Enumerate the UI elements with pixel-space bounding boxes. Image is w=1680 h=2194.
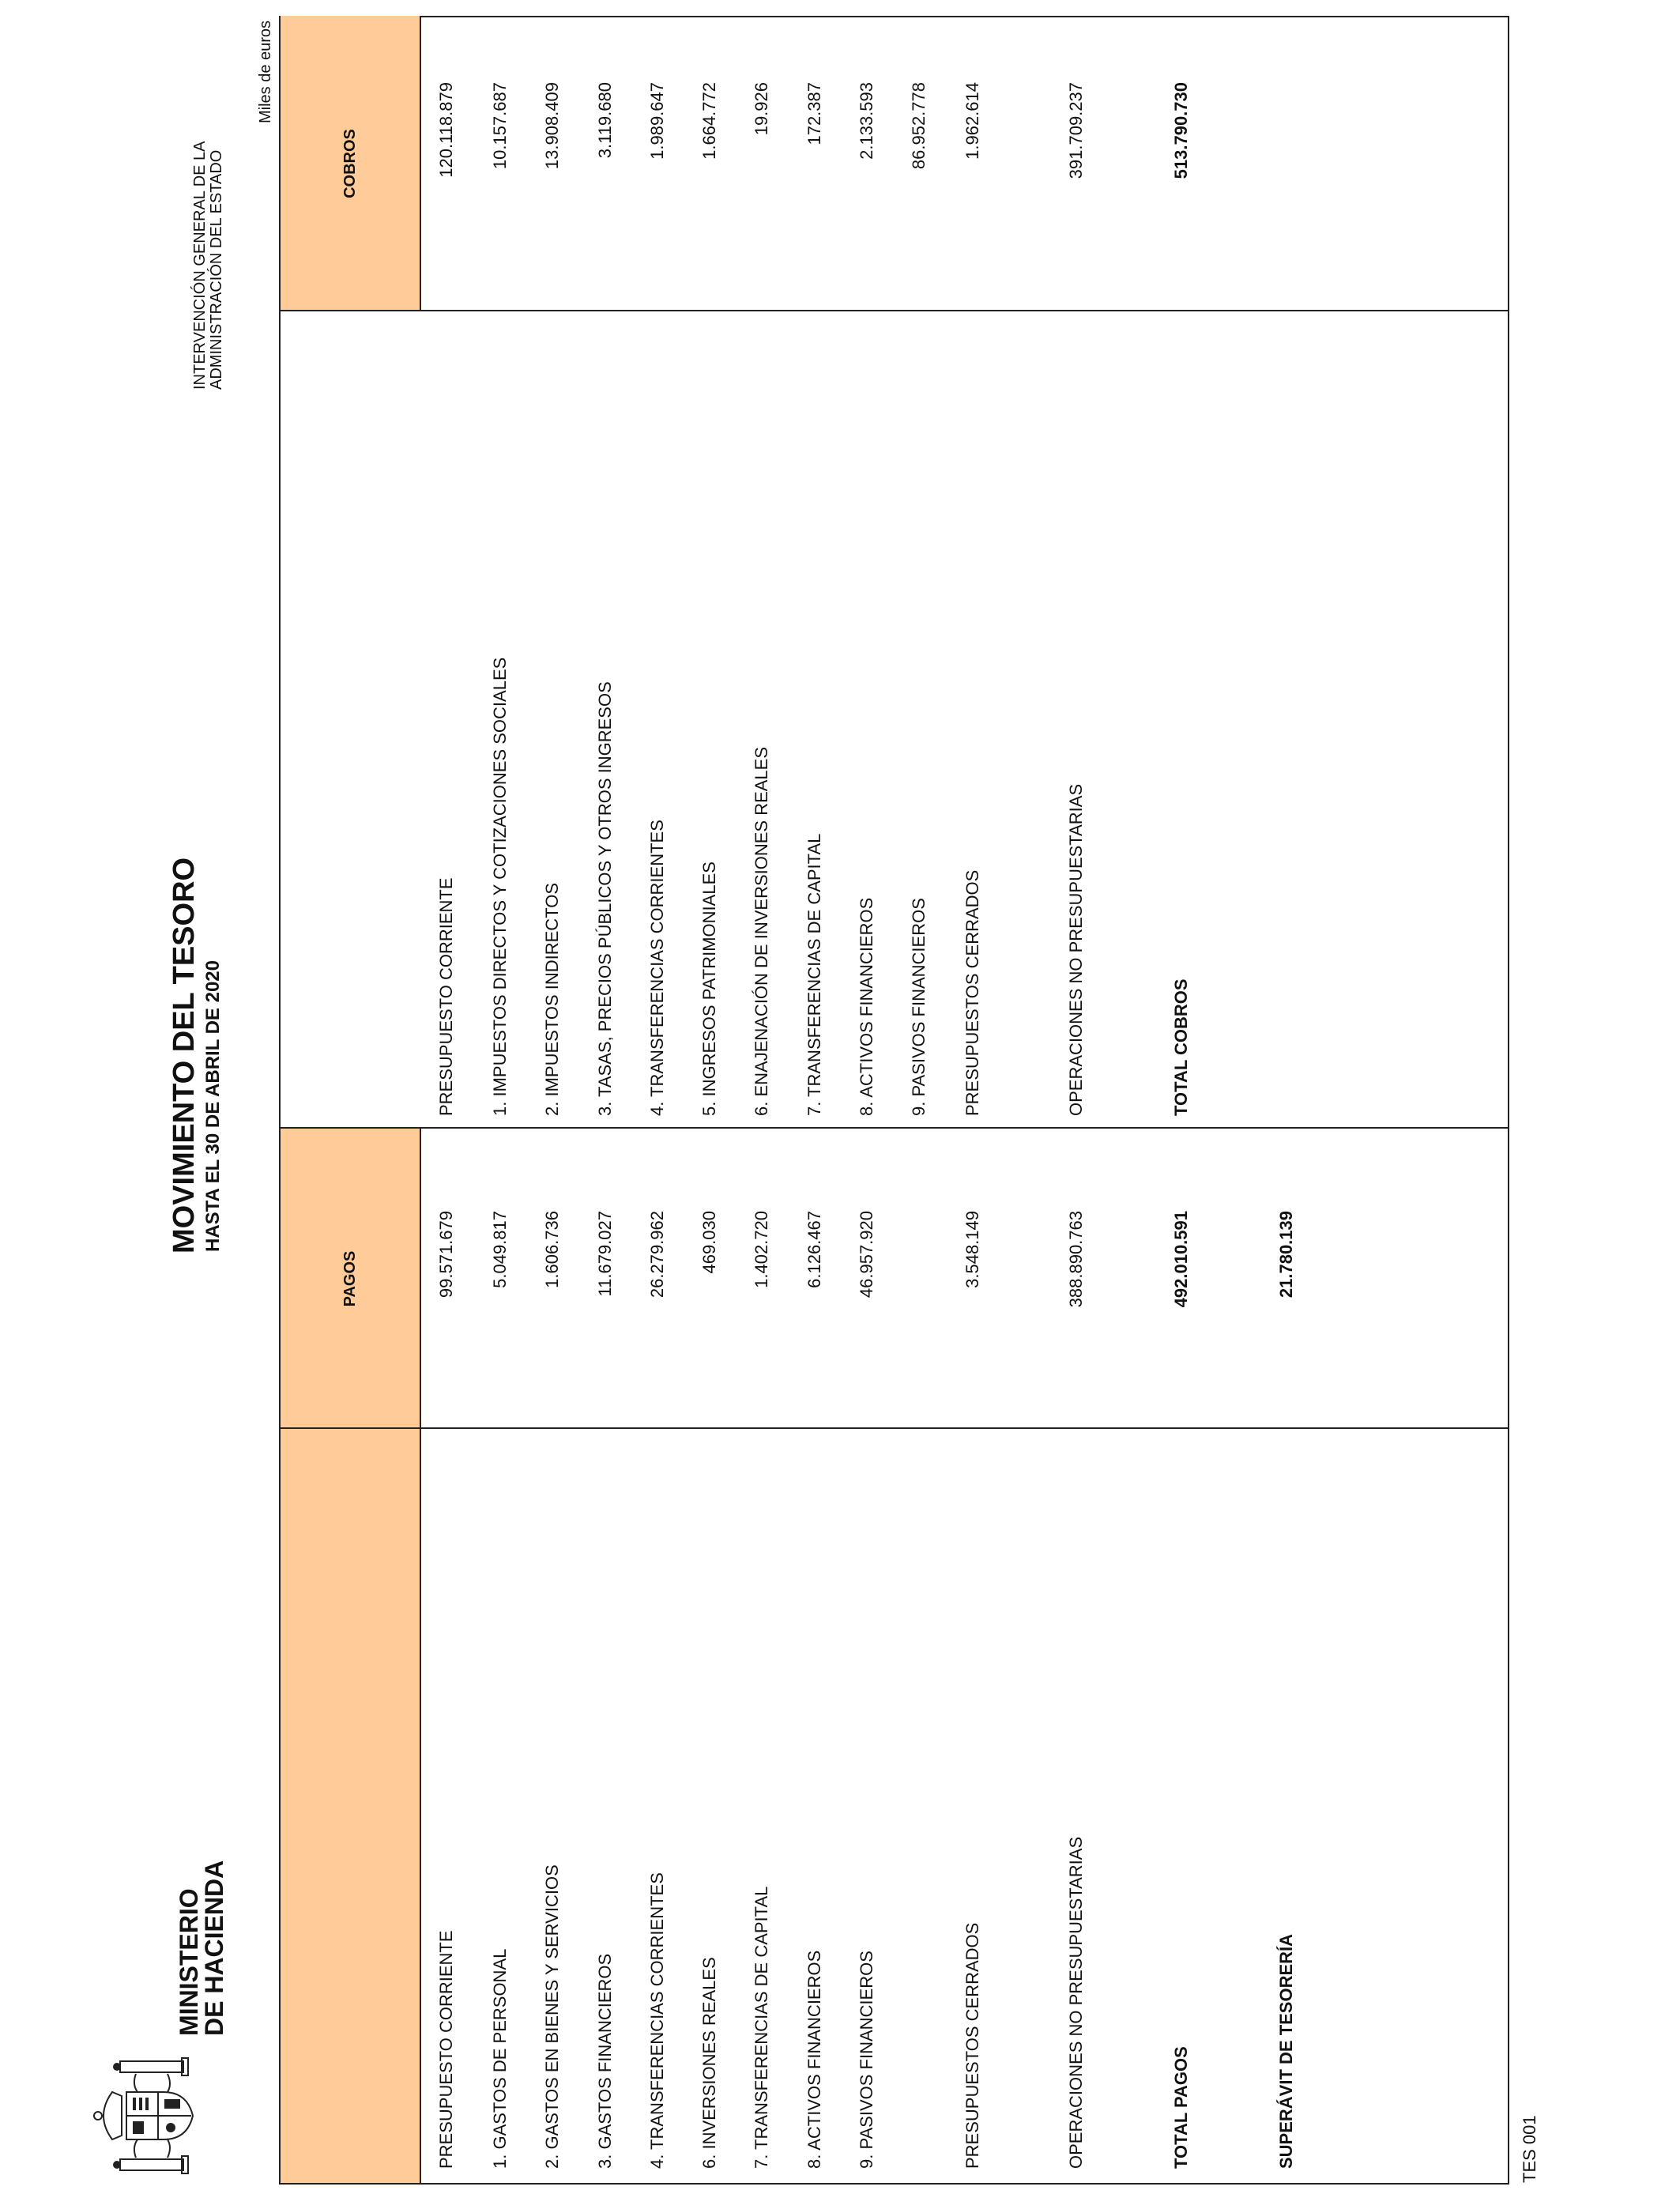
treasury-table [279, 16, 1509, 2185]
pagos-row-value: 99.571.679 [436, 1211, 456, 1299]
pagos-row-label: 3. GASTOS FINANCIEROS [595, 1953, 615, 2169]
table-row [591, 17, 620, 2183]
pagos-row-label: OPERACIONES NO PRESUPUESTARIAS [1066, 1836, 1086, 2169]
cobros-row-label: 2. IMPUESTOS INDIRECTOS [542, 882, 562, 1116]
divider-cobros-labels [281, 1127, 1508, 1129]
divider-cobros-values [281, 310, 1508, 311]
cobros-row-value: 120.118.879 [436, 82, 456, 178]
pagos-row-label: 6. INVERSIONES REALES [699, 1957, 719, 2169]
cobros-row-value: 1.664.772 [699, 82, 719, 160]
pagos-row-label: SUPERÁVIT DE TESORERÍA [1276, 1933, 1296, 2169]
igae-line1: INTERVENCIÓN GENERAL DE LA [191, 141, 209, 390]
table-row [1167, 17, 1196, 2183]
pagos-row-value: 11.679.027 [595, 1211, 615, 1297]
cobros-row-value: 513.790.730 [1171, 82, 1191, 179]
pagos-row-label: 4. TRANSFERENCIAS CORRIENTES [647, 1872, 667, 2169]
cobros-row-value: 3.119.680 [595, 82, 615, 159]
coat-of-arms-icon [89, 2056, 199, 2175]
pagos-header-rule [420, 1129, 421, 2183]
pagos-row-label: 7. TRANSFERENCIAS DE CAPITAL [751, 1886, 771, 2169]
table-row [853, 17, 881, 2183]
table-row [695, 17, 724, 2183]
cobros-row-label: OPERACIONES NO PRESUPUESTARIAS [1066, 783, 1086, 1116]
table-row [538, 17, 567, 2183]
cobros-row-value: 172.387 [804, 82, 824, 145]
cobros-row-label: 6. ENAJENACIÓN DE INVERSIONES REALES [751, 746, 771, 1116]
igae-line2: ADMINISTRACIÓN DEL ESTADO [208, 149, 225, 390]
pagos-row-value: 469.030 [699, 1211, 719, 1274]
pagos-row-label: PRESUPUESTOS CERRADOS [962, 1922, 982, 2169]
ministry-name-line1: MINISTERIO [175, 1888, 203, 2036]
cobros-row-label: 4. TRANSFERENCIAS CORRIENTES [647, 820, 667, 1116]
pagos-row-value: 1.402.720 [751, 1211, 771, 1288]
cobros-row-label: 8. ACTIVOS FINANCIEROS [857, 897, 876, 1116]
cobros-row-value: 13.908.409 [542, 82, 562, 170]
pagos-row-label: 8. ACTIVOS FINANCIEROS [804, 1950, 824, 2169]
pagos-row-value: 46.957.920 [857, 1211, 876, 1299]
table-row [486, 17, 514, 2183]
divider-pagos-values [281, 1427, 1508, 1429]
ministry-name-line2: DE HACIENDA [200, 1860, 228, 2036]
pagos-column-header: PAGOS [341, 1250, 359, 1307]
cobros-row-value: 1.989.647 [647, 82, 667, 160]
table-row [432, 17, 461, 2183]
cobros-row-value: 10.157.687 [490, 82, 510, 170]
pagos-row-value: 6.126.467 [804, 1211, 824, 1288]
footer-code: TES 001 [1520, 2115, 1539, 2183]
cobros-row-value: 2.133.593 [857, 82, 876, 160]
cobros-row-label: TOTAL COBROS [1171, 978, 1191, 1116]
cobros-header-rule [420, 16, 421, 311]
cobros-row-value: 19.926 [751, 82, 771, 136]
pagos-row-value: 492.010.591 [1171, 1211, 1191, 1308]
pagos-row-value: 21.780.139 [1276, 1211, 1296, 1299]
table-row [1062, 17, 1090, 2183]
pagos-row-label: 9. PASIVOS FINANCIEROS [857, 1951, 876, 2169]
pagos-row-label: 1. GASTOS DE PERSONAL [490, 1948, 510, 2169]
cobros-row-label: 3. TASAS, PRECIOS PÚBLICOS Y OTROS INGRESOS [595, 681, 615, 1116]
page-subtitle: HASTA EL 30 DE ABRIL DE 2020 [202, 960, 224, 1252]
table-row [748, 17, 776, 2183]
cobros-row-label: 9. PASIVOS FINANCIEROS [909, 898, 929, 1116]
pagos-row-value: 1.606.736 [542, 1211, 562, 1288]
page-title: MOVIMIENTO DEL TESORO [168, 857, 201, 1253]
table-row [643, 17, 672, 2183]
pagos-row-label: TOTAL PAGOS [1171, 2046, 1191, 2169]
table-row [800, 17, 829, 2183]
cobros-row-label: PRESUPUESTOS CERRADOS [962, 869, 982, 1116]
pagos-row-value: 388.890.763 [1066, 1211, 1086, 1308]
pagos-row-value: 26.279.962 [647, 1211, 667, 1299]
cobros-row-value: 86.952.778 [909, 82, 929, 170]
cobros-row-label: 1. IMPUESTOS DIRECTOS Y COTIZACIONES SOCIALES [490, 657, 510, 1116]
cobros-column-header: COBROS [341, 129, 359, 198]
table-row [1272, 17, 1301, 2183]
units-label: Miles de euros [257, 20, 274, 123]
cobros-row-label: PRESUPUESTO CORRIENTE [436, 877, 456, 1116]
table-row [959, 17, 987, 2183]
pagos-row-label: PRESUPUESTO CORRIENTE [436, 1930, 456, 2169]
cobros-row-value: 1.962.614 [962, 82, 982, 160]
pagos-row-value: 5.049.817 [490, 1211, 510, 1288]
cobros-row-value: 391.709.237 [1066, 82, 1086, 179]
cobros-row-label: 5. INGRESOS PATRIMONIALES [699, 861, 719, 1116]
table-row [905, 17, 933, 2183]
pagos-row-value: 3.548.149 [962, 1211, 982, 1288]
pagos-row-label: 2. GASTOS EN BIENES Y SERVICIOS [542, 1864, 562, 2169]
cobros-row-label: 7. TRANSFERENCIAS DE CAPITAL [804, 833, 824, 1116]
